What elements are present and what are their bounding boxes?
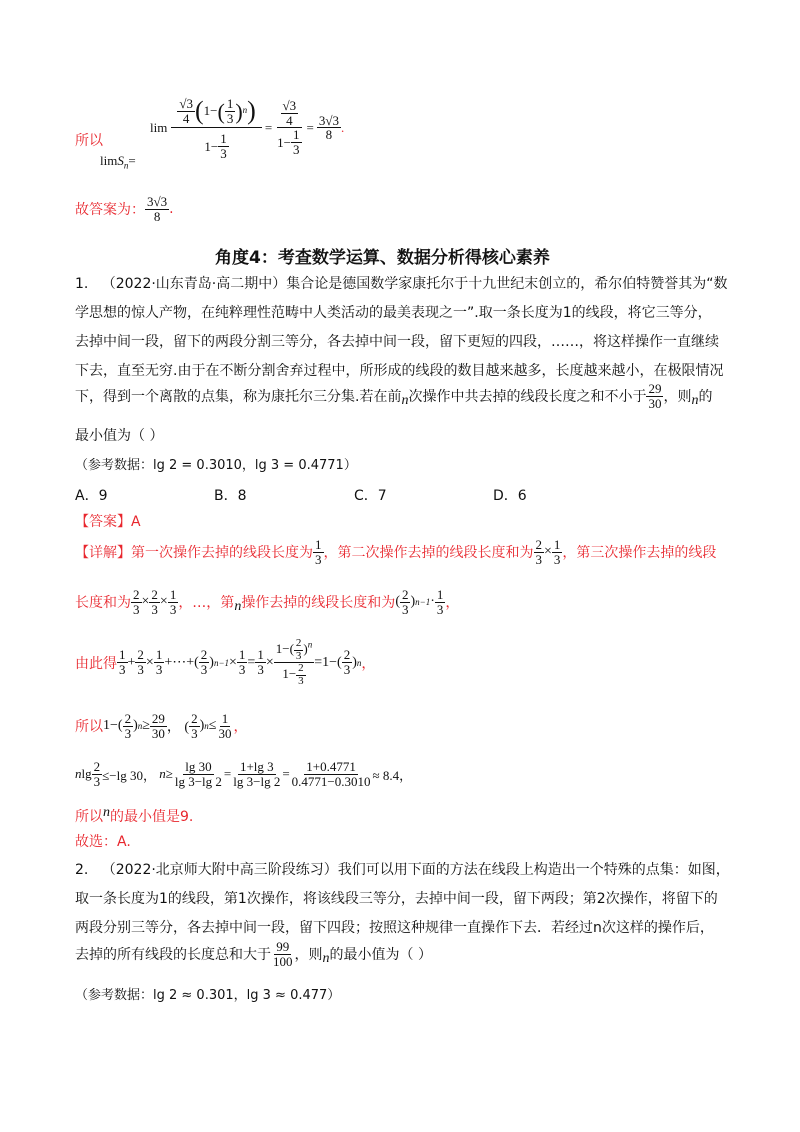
- detail-d6b: 的最小值是9.: [110, 809, 194, 825]
- q1-frac-num: 29: [648, 381, 662, 396]
- suoyi-label: 所以: [75, 133, 103, 149]
- answer-label: 故答案为：: [75, 202, 145, 219]
- q2-text1: 我们可以用下面的方法在线段上构造出一个特殊的点集：如图，: [337, 862, 730, 878]
- sn-subscript: n: [123, 160, 129, 171]
- detail-d6: 所以: [75, 809, 103, 825]
- denom-one: 1: [220, 131, 227, 147]
- q2-ref: （参考数据：lg 2 ≈ 0.301，lg 3 ≈ 0.477）: [75, 988, 341, 1003]
- q1-line1: [75, 270, 728, 298]
- q1-line5-a: 下，得到一个离散的点集，称为康托尔三分集.若在前: [75, 389, 402, 406]
- sn-symbol: S: [117, 153, 124, 168]
- detail-tag: 【详解】: [75, 545, 131, 562]
- q1-answer-tag: 【答案】A: [75, 514, 141, 530]
- detail-d1c: ，第三次操作去掉的线段: [562, 545, 717, 562]
- q1-frac-den: 30: [648, 395, 662, 411]
- q1-line5-c: ，则: [663, 389, 692, 406]
- big-fraction: [171, 95, 261, 161]
- q1-detail-line6: 所以 n 的最小值是9.: [75, 805, 194, 825]
- left-paren: (: [194, 96, 204, 126]
- sqrt3-numer: √3: [179, 96, 193, 111]
- q1-option-b: B．8: [214, 488, 247, 504]
- answer-num: 3√3: [147, 194, 168, 209]
- q2-frac-den: 100: [273, 953, 293, 969]
- q1-detail-line5: n lg $\frac{2}{3}$ ≤−lg 30， n ≥ $\frac{\lg 30}{\lg 3-\lg 2}$ = $\frac{1+\lg 3}{\lg 3-\lg 2}$ = $\frac{1+0.4771}{0.4771-0.3010}$ ≈ 8.4，: [75, 759, 413, 789]
- q1-n-2: n: [691, 393, 699, 409]
- section-heading: 角度4：考查数学运算、数据分析得核心素养: [215, 248, 550, 268]
- inner-three: 3: [226, 110, 234, 126]
- three-b: 3: [293, 141, 300, 157]
- q1-detail-line2: 长度和为 $\frac{2}{3}$ × $\frac{2}{3}$ × $\frac{1}{3}$ ，…，第 n 操作去掉的线段长度和为 ( $\frac{2}{3}$ ) n−1 · $\frac{1}{3}$ ，: [75, 587, 460, 617]
- q1-line5-d: 的: [698, 389, 713, 406]
- inner-right-paren: ): [235, 98, 243, 124]
- four-b: 4: [286, 112, 293, 128]
- q2-line3: 两段分别三等分，各去掉中间一段，留下四段；按照这种规律一直操作下去．若经过n次这样的操作后，: [75, 920, 714, 936]
- q2-number: 2.: [75, 862, 89, 878]
- q1-detail-line7: 故选：A.: [75, 834, 131, 850]
- answer-end: .: [169, 201, 174, 218]
- one-minus: 1−: [203, 103, 218, 119]
- lim-operator: lim: [150, 119, 168, 135]
- q2-line1: [75, 856, 730, 884]
- equals-2: =: [306, 119, 314, 135]
- q1-line6: 最小值为（ ）: [75, 428, 164, 444]
- q1-line2: 学思想的惊人产物，在纯粹理性范畴中人类活动的最美表现之一”.取一条长度为1的线段，将它三等分，: [75, 305, 712, 321]
- equals-sign: =: [128, 153, 136, 168]
- q2-line4: 去掉的所有线段的长度总和大于 $\frac{99}{100}$ ，则 n 的最小值为（ ）: [75, 939, 432, 969]
- q2-frac-num: 99: [276, 939, 290, 954]
- inner-left-paren: (: [217, 98, 225, 124]
- denom-one-minus: 1−: [204, 138, 219, 154]
- q2-line4-a: 去掉的所有线段的长度总和大于: [75, 947, 271, 964]
- result-period: .: [341, 119, 345, 135]
- q2-source: （2022·北京师大附中高三阶段练习）: [101, 862, 338, 878]
- inner-one: 1: [226, 96, 234, 111]
- detail-d4: 所以: [75, 719, 103, 736]
- limit-fraction-block: [150, 95, 344, 161]
- q1-number: 1.: [75, 276, 89, 292]
- q1-line5-b: 次操作中共去掉的线段长度之和不小于: [408, 389, 647, 406]
- detail-d1: 第一次操作去掉的线段长度为: [131, 545, 313, 562]
- detail-d2b: ，…，第: [178, 595, 235, 612]
- denom-three: 3: [220, 145, 227, 161]
- right-paren: ): [247, 96, 256, 126]
- detail-d5-tail: ≈ 8.4，: [372, 767, 413, 783]
- detail-d2: 长度和为: [75, 595, 131, 612]
- q1-n-1: n: [401, 393, 409, 409]
- result-den: 8: [325, 127, 333, 143]
- detail-d1b: ，第二次操作去掉的线段长度和为: [323, 545, 534, 562]
- answer-den: 8: [153, 208, 161, 224]
- q1-line3: 去掉中间一段，留下的两段分割三等分，各去掉中间一段，留下更短的四段，……，将这样操作一直继续: [75, 334, 719, 350]
- q1-option-d: D．6: [493, 488, 527, 504]
- detail-d2c: 操作去掉的线段长度和为: [241, 595, 396, 612]
- one-minus-b: 1−: [277, 134, 292, 150]
- q1-source: （2022·山东青岛·高二期中）: [101, 276, 287, 292]
- q1-detail-line3: 由此得 $\frac{1}{3}$ + $\frac{2}{3}$ × $\frac{1}{3}$ +⋯+( $\frac{2}{3}$ ) n−1 × $\frac{1}{3}$ = $\frac{1}{3}$ × 1−( $\frac{2}{3}$ )$^n$ 1− $\frac{2}{3}$ =1−( $\frac{2}{3}$ ) n ，: [75, 637, 376, 687]
- lim-sn-expression: [100, 153, 136, 171]
- equals-1: =: [264, 119, 273, 135]
- second-fraction: [275, 99, 303, 157]
- q1-detail-line4: 所以 1−( $\frac{2}{3}$ ) n ≥ $\frac{29}{30}$ ， ( $\frac{2}{3}$ ) n ≤ $\frac{1}{30}$ ，: [75, 711, 248, 741]
- q1-ref: （参考数据：lg 2 = 0.3010，lg 3 = 0.4771）: [75, 458, 357, 473]
- detail-d3: 由此得: [75, 655, 117, 672]
- four-denom: 4: [182, 110, 190, 126]
- q2-line2: 取一条长度为1的线段，第1次操作，将该线段三等分，去掉中间一段，留下两段；第2次操作，将留下的: [75, 891, 718, 907]
- q1-option-c: C．7: [354, 488, 387, 504]
- q2-line4-b: ，则: [294, 947, 323, 964]
- one-b: 1: [293, 127, 300, 143]
- sqrt3-b: √3: [282, 98, 297, 113]
- q1-option-a: A．9: [75, 488, 108, 504]
- result-fraction: [317, 114, 341, 142]
- answer-line: [75, 195, 174, 223]
- q1-detail-line1: 【详解】 第一次操作去掉的线段长度为 $\frac{1}{3}$ ，第二次操作去掉的线段长度和为 $\frac{2}{3}$ × $\frac{1}{3}$ ，第三次操作去掉的线段: [75, 537, 717, 567]
- q1-line4: 下去，直至无穷.由于在不断分割舍弃过程中，所形成的线段的数目越来越多，长度越来越小，在极限情况: [75, 363, 724, 379]
- result-num: 3√3: [318, 112, 339, 128]
- q1-text1: 集合论是德国数学家康托尔于十九世纪末创立的，希尔伯特赞誉其为“数: [286, 276, 728, 292]
- q2-line4-c: 的最小值为（ ）: [329, 947, 432, 964]
- q1-line5: [75, 382, 712, 410]
- lim-text: lim: [100, 153, 118, 168]
- n-superscript: n: [242, 105, 248, 116]
